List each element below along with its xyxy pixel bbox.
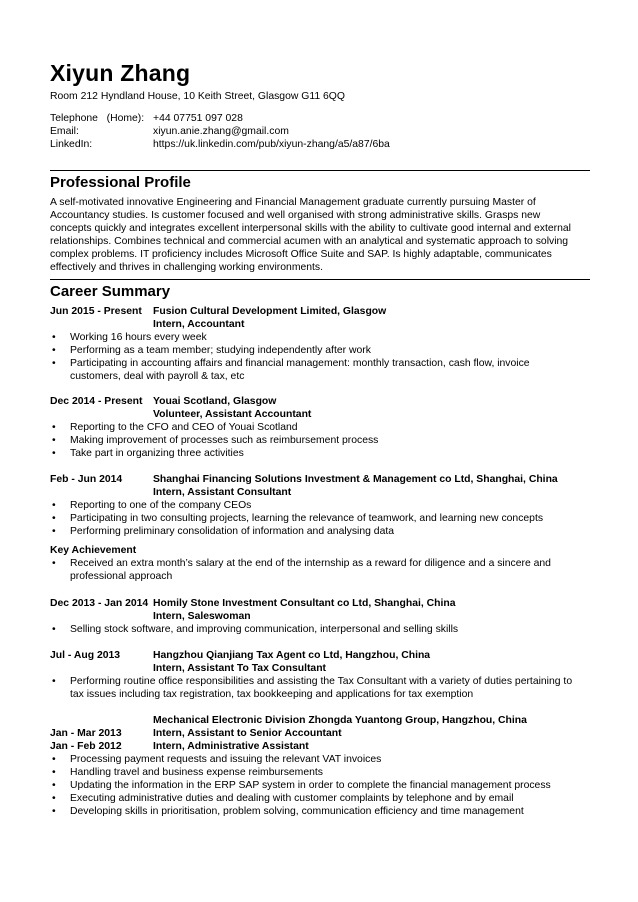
job-bullets: [50, 623, 590, 636]
job-company: Hangzhou Qianjiang Tax Agent co Ltd, Hangzhou, China: [153, 650, 431, 661]
contact-label: Email:: [50, 126, 79, 137]
job-bullets: [50, 675, 590, 701]
bullet-icon: •: [52, 448, 56, 459]
job-bullets: [50, 499, 590, 538]
profile-text: [50, 196, 590, 274]
job-bullets: [50, 421, 590, 460]
list-item: • Handling travel and business expense reimbursements: [52, 767, 323, 778]
section-divider: [50, 170, 590, 171]
contact-linkedin: [50, 138, 390, 151]
address: Room 212 Hyndland House, 10 Keith Street, Glasgow G11 6QQ: [50, 91, 345, 102]
job-entry: [50, 473, 590, 538]
bullet-icon: •: [52, 780, 56, 791]
bullet-icon: •: [52, 793, 56, 804]
job-role: Intern, Assistant to Senior Accountant: [153, 728, 342, 739]
job-date: Jan - Mar 2013: [50, 728, 122, 739]
contact-telephone: [50, 112, 390, 125]
job-role: Intern, Assistant Consultant: [153, 487, 292, 498]
list-item: • Processing payment requests and issuing the relevant VAT invoices: [52, 754, 382, 765]
job-bullets: [50, 331, 590, 383]
section-divider: [50, 279, 590, 280]
job-date: Feb - Jun 2014: [50, 474, 123, 485]
candidate-name: Xiyun Zhang: [50, 60, 191, 86]
profile-line: Accountancy studies. Is customer focused and well organised with strong administrative skills. Grasps new: [50, 210, 541, 221]
list-item: • Received an extra month’s salary at the end of the internship as a reward for diligence and a sincere and professional approach: [52, 558, 551, 582]
list-item: • Take part in organizing three activities: [52, 448, 244, 459]
job-entry: [50, 597, 590, 636]
achievement-title: Key Achievement: [50, 545, 137, 556]
contact-email: [50, 125, 390, 138]
job-company: Mechanical Electronic Division Zhongda Yuantong Group, Hangzhou, China: [153, 715, 527, 726]
list-item: • Performing routine office responsibilities and assisting the Tax Consultant with a variety of duties pertaining to tax issues including tax registration, tax bookkeeping and applications for tax exemption: [52, 676, 573, 700]
job-entry: [50, 395, 590, 460]
section-title-profile: Professional Profile: [50, 174, 191, 191]
job-entry: [50, 714, 590, 818]
bullet-icon: •: [52, 754, 56, 765]
list-item: • Selling stock software, and improving communication, interpersonal and selling skills: [52, 624, 459, 635]
profile-line: complex problems. IT proficiency includes Microsoft Office Suite and SAP. Is highly adaptable, communicates: [50, 249, 552, 260]
job-role: Intern, Saleswoman: [153, 611, 251, 622]
profile-line: A self-motivated innovative Engineering and Financial Management graduate currently pursuing Master of: [50, 197, 536, 208]
job-company: Fusion Cultural Development Limited, Glasgow: [153, 306, 387, 317]
bullet-icon: •: [52, 345, 56, 356]
bullet-icon: •: [52, 422, 56, 433]
bullet-icon: •: [52, 624, 56, 635]
list-item: • Participating in two consulting projects, learning the relevance of teamwork, and learning new concepts: [52, 513, 544, 524]
contact-value[interactable]: https://uk.linkedin.com/pub/xiyun-zhang/a5/a87/6ba: [153, 139, 390, 150]
profile-line: effectively and thrives in challenging working environments.: [50, 262, 323, 273]
list-item: • Performing as a team member; studying independently after work: [52, 345, 371, 356]
contact-value: +44 07751 097 028: [153, 113, 243, 124]
job-entry: [50, 649, 590, 701]
list-item: • Making improvement of processes such as reimbursement process: [52, 435, 379, 446]
job-company: Homily Stone Investment Consultant co Ltd, Shanghai, China: [153, 598, 456, 609]
job-date: Jan - Feb 2012: [50, 741, 122, 752]
key-achievement: [50, 544, 590, 583]
job-role: Intern, Administrative Assistant: [153, 741, 309, 752]
achievement-bullets: [50, 557, 590, 583]
bullet-icon: •: [52, 513, 56, 524]
section-title-career: Career Summary: [50, 283, 171, 300]
job-company: Shanghai Financing Solutions Investment & Management co Ltd, Shanghai, China: [153, 474, 558, 485]
job-date: Jun 2015 - Present: [50, 306, 142, 317]
job-role: Volunteer, Assistant Accountant: [153, 409, 312, 420]
profile-line: concepts quickly and integrates excellent interpersonal skills with the ability to cultivate good internal and external: [50, 223, 571, 234]
list-item: • Executing administrative duties and dealing with customer complaints by telephone and by email: [52, 793, 514, 804]
job-bullets: [50, 753, 590, 818]
job-company: Youai Scotland, Glasgow: [153, 396, 277, 407]
job-date: Dec 2014 - Present: [50, 396, 143, 407]
list-item: • Participating in accounting affairs and financial management: monthly transaction, cash flow, invoice customers, deal with payroll & tax, etc: [52, 358, 530, 382]
job-role: Intern, Assistant To Tax Consultant: [153, 663, 326, 674]
list-item: • Reporting to the CFO and CEO of Youai Scotland: [52, 422, 298, 433]
bullet-icon: •: [52, 526, 56, 537]
contact-label: LinkedIn:: [50, 139, 93, 150]
contact-label: Telephone (Home):: [50, 113, 145, 124]
contact-details: [50, 112, 390, 151]
list-item: • Performing preliminary consolidation of information and analysing data: [52, 526, 395, 537]
job-date: Jul - Aug 2013: [50, 650, 121, 661]
list-item: • Developing skills in prioritisation, problem solving, communication efficiency and time management: [52, 806, 524, 817]
job-entry: [50, 305, 590, 383]
list-item: • Updating the information in the ERP SAP system in order to complete the financial management process: [52, 780, 551, 791]
bullet-icon: •: [52, 767, 56, 778]
profile-line: relationships. Combines technical and commercial acumen with an analytical and systematic approach to solving: [50, 236, 569, 247]
job-date: Dec 2013 - Jan 2014: [50, 598, 149, 609]
bullet-icon: •: [52, 676, 56, 687]
bullet-icon: •: [52, 435, 56, 446]
list-item: • Reporting to one of the company CEOs: [52, 500, 252, 511]
contact-value[interactable]: xiyun.anie.zhang@gmail.com: [153, 126, 289, 137]
bullet-icon: •: [52, 500, 56, 511]
bullet-icon: •: [52, 332, 56, 343]
bullet-icon: •: [52, 558, 56, 569]
list-item: • Working 16 hours every week: [52, 332, 207, 343]
bullet-icon: •: [52, 358, 56, 369]
bullet-icon: •: [52, 806, 56, 817]
job-role: Intern, Accountant: [153, 319, 245, 330]
